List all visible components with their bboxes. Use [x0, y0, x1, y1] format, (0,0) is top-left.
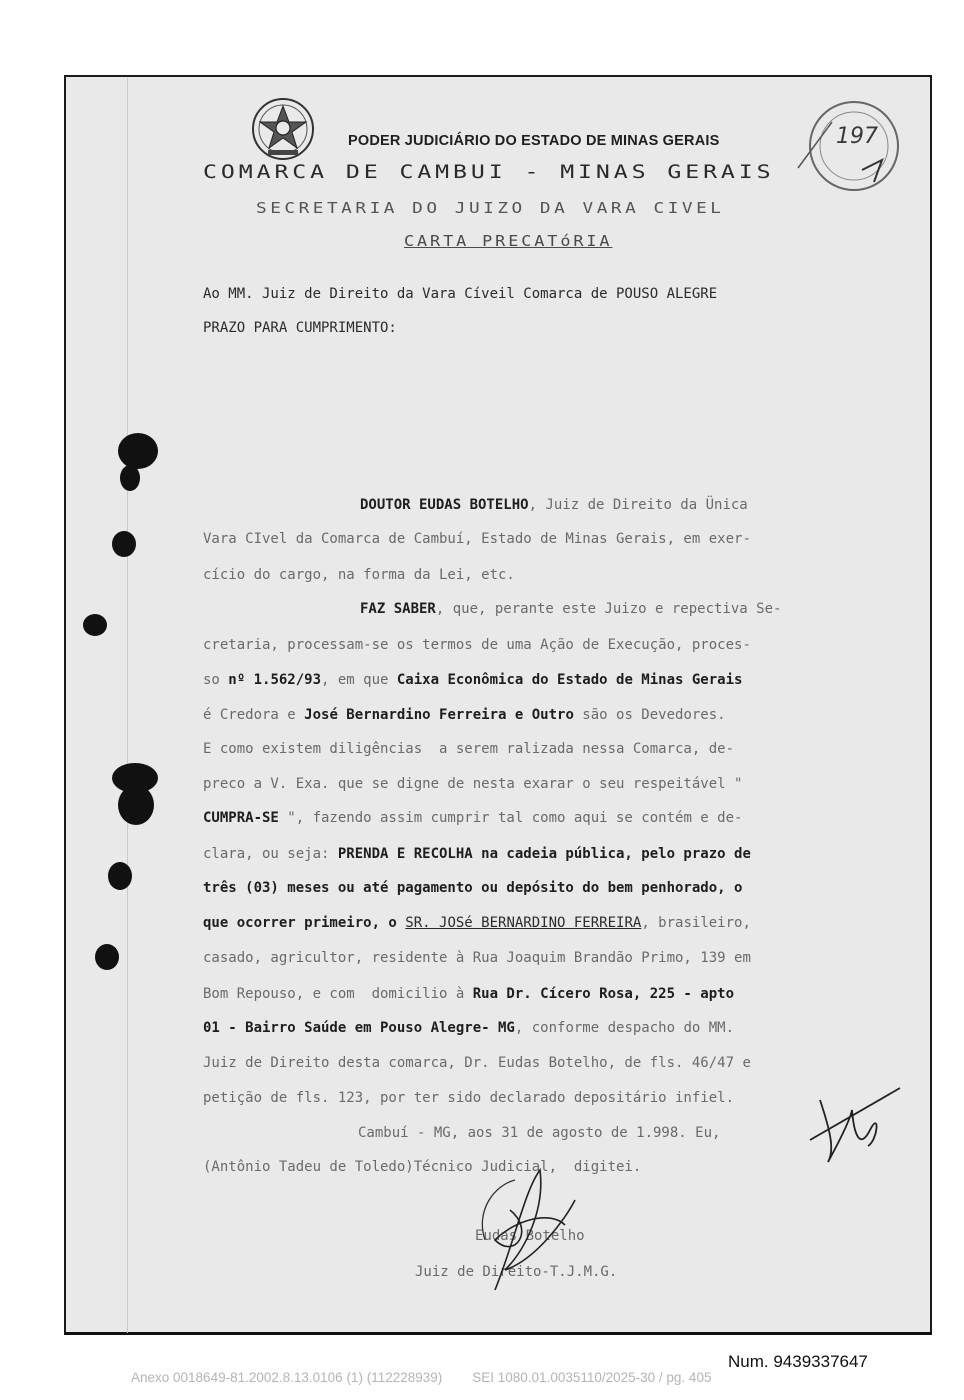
body-line-8: E como existem diligências a serem ralizada nessa Comarca, de-	[203, 741, 735, 757]
handwritten-initials	[790, 1080, 910, 1170]
comarca-title: COMARCA DE CAMBUI - MINAS GERAIS	[203, 161, 775, 183]
body-line-4: FAZ SABER, que, perante este Juizo e repectiva Se-	[360, 601, 782, 617]
place-date: Cambuí - MG, aos 31 de agosto de 1.998. Eu,	[358, 1125, 721, 1141]
body-line-3: cício do cargo, na forma da Lei, etc.	[203, 567, 515, 583]
annex-reference: Anexo 0018649-81.2002.8.13.0106 (1) (112228939) SEI 1080.01.0035110/2025-30 / pg. 405	[131, 1370, 712, 1385]
punch-hole	[108, 862, 132, 890]
addressee-line: Ao MM. Juiz de Direito da Vara Cíveil Comarca de POUSO ALEGRE	[203, 286, 718, 302]
body-line-6: so nº 1.562/93, em que Caixa Econômica do Estado de Minas Gerais	[203, 672, 743, 688]
document-number: Num. 9439337647	[728, 1352, 868, 1371]
body-line-12: três (03) meses ou até pagamento ou depósito do bem penhorado, o	[203, 880, 743, 896]
coat-of-arms-icon	[248, 96, 318, 162]
body-line-10: CUMPRA-SE ", fazendo assim cumprir tal como aqui se contém e de-	[203, 810, 743, 826]
body-line-16: 01 - Bairro Saúde em Pouso Alegre- MG, conforme despacho do MM.	[203, 1020, 735, 1036]
court-name: PODER JUDICIÁRIO DO ESTADO DE MINAS GERAIS	[348, 133, 720, 149]
body-line-1: DOUTOR EUDAS BOTELHO, Juiz de Direito da Ünica	[360, 497, 748, 513]
body-line-14: casado, agricultor, residente à Rua Joaquim Brandão Primo, 139 em	[203, 950, 751, 966]
body-line-11: clara, ou seja: PRENDA E RECOLHA na cadeia pública, pelo prazo de	[203, 846, 751, 862]
body-line-15: Bom Repouso, e com domicilio à Rua Dr. Cícero Rosa, 225 - apto	[203, 986, 735, 1002]
typist-line: (Antônio Tadeu de Toledo)Técnico Judicial, digitei.	[203, 1159, 642, 1175]
page-number-stamp: 197	[836, 124, 878, 149]
body-line-5: cretaria, processam-se os termos de uma Ação de Execução, proces-	[203, 637, 751, 653]
margin-line	[127, 78, 128, 1333]
body-line-18: petição de fls. 123, por ter sido declarado depositário infiel.	[203, 1090, 735, 1106]
punch-hole	[112, 531, 136, 557]
handwritten-signature	[455, 1150, 585, 1300]
body-line-17: Juiz de Direito desta comarca, Dr. Eudas Botelho, de fls. 46/47 e	[203, 1055, 751, 1071]
body-line-13: que ocorrer primeiro, o SR. JOSé BERNARDINO FERREIRA, brasileiro,	[203, 915, 751, 931]
punch-hole	[118, 433, 158, 469]
secretaria-title: SECRETARIA DO JUIZO DA VARA CIVEL	[256, 199, 725, 217]
punch-hole	[95, 944, 119, 970]
document-type: CARTA PRECATóRIA	[404, 232, 613, 250]
signer-name: Eudas Botelho	[475, 1228, 585, 1244]
punch-hole	[83, 614, 107, 636]
body-line-7: é Credora e José Bernardino Ferreira e Outro são os Devedores.	[203, 707, 726, 723]
punch-hole	[120, 465, 140, 491]
deadline-line: PRAZO PARA CUMPRIMENTO:	[203, 320, 397, 336]
signer-title: Juiz de Direito-T.J.M.G.	[415, 1264, 618, 1280]
body-line-9: preco a V. Exa. que se digne de nesta exarar o seu respeitável "	[203, 776, 743, 792]
body-line-2: Vara CIvel da Comarca de Cambuí, Estado de Minas Gerais, em exer-	[203, 531, 751, 547]
punch-hole	[118, 785, 154, 825]
